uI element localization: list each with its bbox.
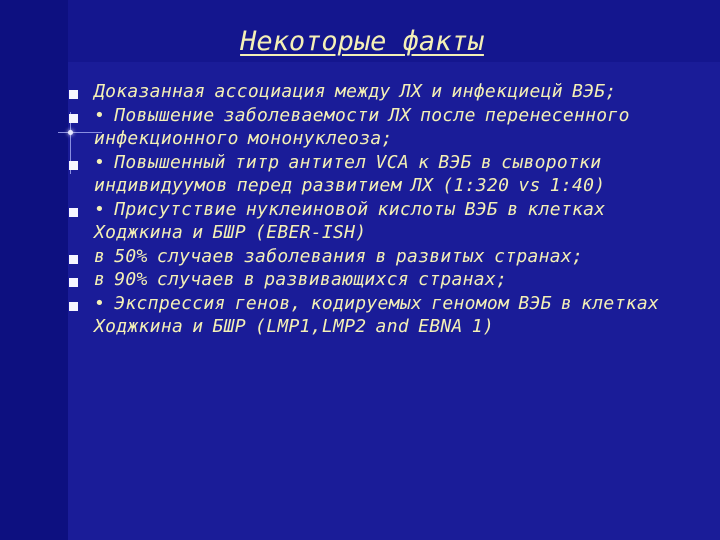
bullet-text: в 50% случаев заболевания в развитых странах; (94, 245, 584, 267)
left-decorative-band (0, 0, 68, 540)
square-bullet-icon (69, 255, 78, 264)
bullet-text: • Присутствие нуклеиновой кислоты ВЭБ в клетках Ходжкина и БШР (EBER-ISH) (94, 198, 606, 243)
slide-title: Некоторые факты (240, 26, 484, 57)
bullet-list (66, 80, 702, 339)
bullet-item (66, 268, 702, 292)
square-bullet-icon (69, 278, 78, 287)
bullet-text: • Экспрессия генов, кодируемых геномом ВЭБ в клетках Ходжкина и БШР (LMP1,LMP2 and EBNA 1) (94, 292, 660, 337)
bullet-item (66, 104, 702, 151)
bullet-item (66, 198, 702, 245)
square-bullet-icon (69, 90, 78, 99)
bullet-item (66, 151, 702, 198)
bullet-text: в 90% случаев в развивающихся странах; (94, 269, 508, 290)
square-bullet-icon (69, 302, 78, 311)
square-bullet-icon (69, 114, 78, 123)
square-bullet-icon (69, 161, 78, 170)
bullet-text: • Повышенный титр антител VCA к ВЭБ в сыворотки индивидуумов перед развитием ЛХ (1:320 vs 1:40) (94, 151, 606, 196)
square-bullet-icon (69, 208, 78, 217)
bullet-text: • Повышение заболеваемости ЛХ после перенесенного инфекционного мононуклеоза; (94, 104, 630, 149)
bullet-item (66, 292, 702, 339)
bullet-item (66, 80, 702, 104)
bullet-item (66, 245, 702, 269)
bullet-text: Доказанная ассоциация между ЛХ и инфекциецй ВЭБ; (94, 81, 617, 102)
